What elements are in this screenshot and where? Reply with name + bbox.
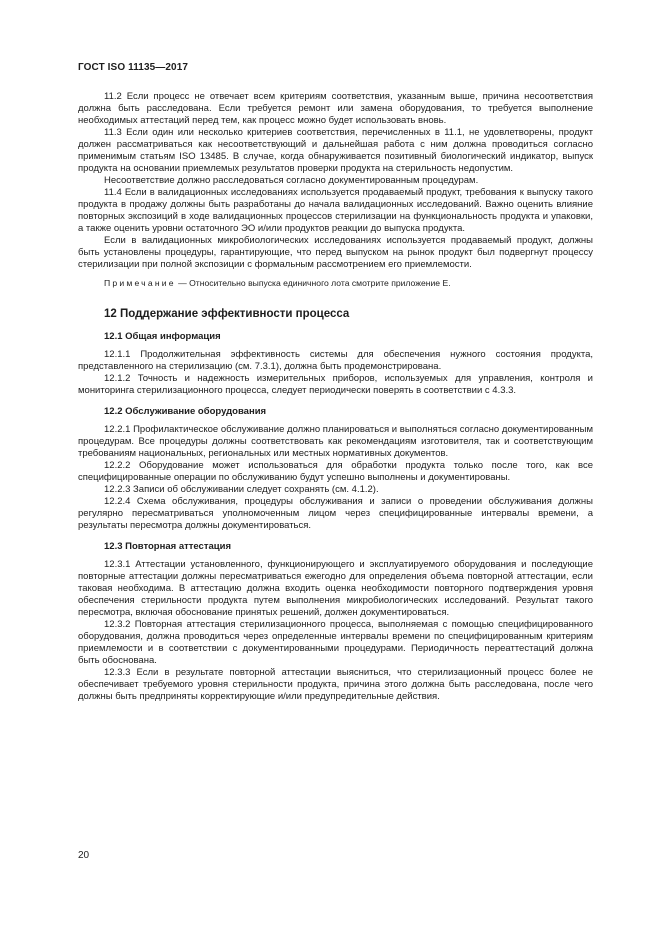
section-12-heading: 12 Поддержание эффективности процесса xyxy=(104,308,350,320)
paragraph-12-1-2: 12.1.2 Точность и надежность измерительных приборов, используемых для управления, контроля и мониторинга стерилизационного процесса, следует периодически поверять в соответствии с 4.3.3. xyxy=(78,373,593,396)
paragraph-12-3-2: 12.3.2 Повторная аттестация стерилизационного процесса, выполняемая с помощью специфицированного оборудования, должна проводиться через определенные интервалы времени по специфицированным критериям приемлемости и в соответствии с документированными процедурами. Периодичность переаттестаций должна быть обоснована. xyxy=(78,619,593,666)
document-code-header: ГОСТ ISO 11135—2017 xyxy=(78,62,189,73)
page-number: 20 xyxy=(78,850,90,861)
paragraph-12-2-2: 12.2.2 Оборудование может использоваться для обработки продукта только после того, как все специфицированные операции по обслуживанию будут успешно выполнены и документированы. xyxy=(78,460,593,483)
note xyxy=(78,277,593,289)
page-content xyxy=(78,91,593,703)
paragraph-12-2-4: 12.2.4 Схема обслуживания, процедуры обслуживания и записи о проведении обслуживания должны регулярно пересматриваться уполномоченным лицом через специфицированные интервалы времени, а результаты пересмотра должны документироваться. xyxy=(78,496,593,531)
subsection-12-3-heading: 12.3 Повторная аттестация xyxy=(104,541,232,552)
note-label: Примечание xyxy=(104,278,176,288)
paragraph-11-4: 11.4 Если в валидационных исследованиях используется продаваемый продукт, требования к выпуску такого продукта в продажу должны быть разработаны до начала валидационных исследований. Важно оценить влияние повторных экспозиций в ходе валидационных процессов стерилизации на функциональность продукта и упаковки, а также оценить уровни остаточного ЭО и/или продуктов реакции до выпуска продукта. xyxy=(78,187,593,234)
paragraph-11-2: 11.2 Если процесс не отвечает всем критериям соответствия, указанным выше, причина несоответствия должна быть расследована. Если требуется ремонт или замена оборудования, то требуется выполнение необходимых аттестаций перед тем, как процесс можно будет использовать вновь. xyxy=(78,91,593,126)
paragraph-11-3: 11.3 Если один или несколько критериев соответствия, перечисленных в 11.1, не удовлетворены, продукт должен рассматриваться как несоответствующий и дальнейшая работа с ним должна проводиться согласно применимым статьям ISO 13485. В случае, когда обнаруживается позитивный биологический индикатор, выпуск продукта на основании приемлемых результатов проверки продукта на стерильность недопустим. xyxy=(78,127,593,174)
paragraph-12-2-3: 12.2.3 Записи об обслуживании следует сохранять (см. 4.1.2). xyxy=(104,484,379,495)
paragraph-12-3-1: 12.3.1 Аттестации установленного, функционирующего и эксплуатируемого оборудования и последующие повторные аттестации должны пересматриваться ежегодно для определения объема повторной аттестации, если таковая необходима. В аттестацию должна входить оценка необходимости повторного подтверждения уровня обеспечения стерильности продукта путем выполнения микробиологических исследований. Результат такого пересмотра, включая обоснование принятых решений, должен документироваться. xyxy=(78,559,593,618)
subsection-12-1-heading: 12.1 Общая информация xyxy=(104,331,221,342)
paragraph-12-1-1: 12.1.1 Продолжительная эффективность системы для обеспечения нужного состояния продукта, представленного на стерилизацию (см. 7.3.1), должна быть продемонстрирована. xyxy=(78,349,593,372)
paragraph-12-2-1: 12.2.1 Профилактическое обслуживание должно планироваться и выполняться согласно документированным процедурам. Все процедуры должны соответствовать как рекомендациям изготовителя, так и соответствующим требованиям национальных, региональных или местных нормативных документов. xyxy=(78,424,593,459)
note-text: — Относительно выпуска единичного лота смотрите приложение Е. xyxy=(175,278,451,288)
subsection-12-2-heading: 12.2 Обслуживание оборудования xyxy=(104,406,267,417)
paragraph-11-4-microbiological: Если в валидационных микробиологических исследованиях используется продаваемый продукт, должны быть установлены процедуры, гарантирующие, что перед выпуском на рынок продукт был подвергнут процессу стерилизации при полной экспозиции с формальным рассмотрением его приемлемости. xyxy=(78,235,593,270)
paragraph-12-3-3: 12.3.3 Если в результате повторной аттестации выясниться, что стерилизационный процесс более не обеспечивает требуемого уровня стерильности продукта, причина этого должна быть расследована, после чего должны быть предприняты корректирующие и/или предупредительные действия. xyxy=(78,667,593,702)
paragraph-11-3-nonconformity: Несоответствие должно расследоваться согласно документированным процедурам. xyxy=(104,175,479,186)
